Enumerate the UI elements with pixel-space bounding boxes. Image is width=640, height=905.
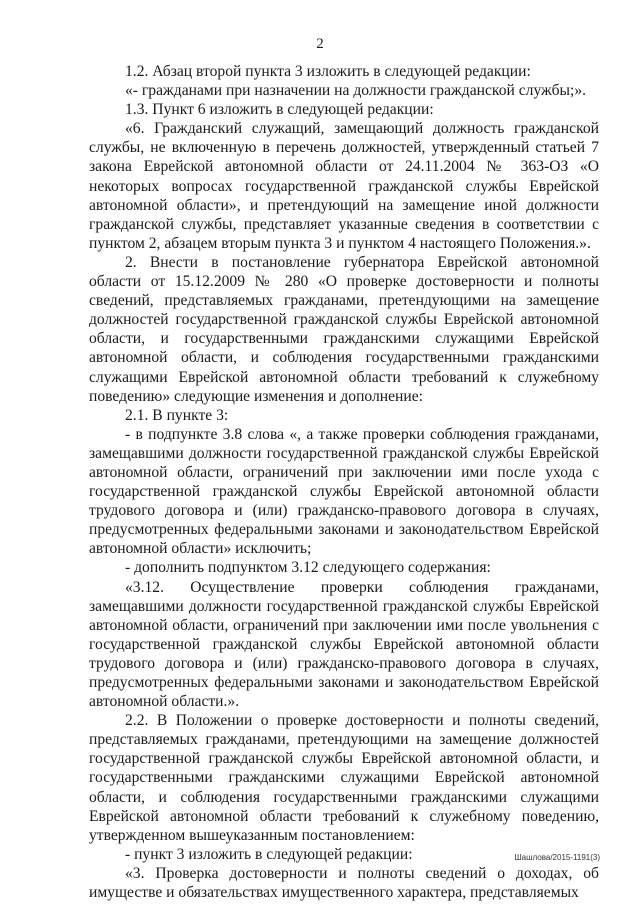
paragraph-quote-3: «3. Проверка достоверности и полноты сведений о доходах, об имуществе и обязательствах имущественного характера, представляемых: [89, 864, 599, 902]
document-body: [89, 62, 599, 902]
document-footer-code: Шашлова/2015-1191(3): [514, 853, 600, 862]
paragraph-quote-6: «6. Гражданский служащий, замещающий должность гражданской службы, не включенную в перечень должностей, утвержденный статьей 7 закона Еврейской автономной области от 24.11.2004 № 363-ОЗ «О некоторых вопросах государственной гражданской службы Еврейской автономной области», и претендующий на замещение иной должности гражданской службы, представляет указанные сведения в соответствии с пунктом 2, абзацем вторым пункта 3 и пунктом 4 настоящего Положения.».: [89, 120, 599, 252]
page-number: 2: [316, 36, 324, 52]
paragraph-1-2: 1.2. Абзац второй пункта 3 изложить в следующей редакции:: [125, 63, 531, 80]
paragraph-2-1: 2.1. В пункте 3:: [125, 406, 229, 424]
paragraph-quote-3-12: «3.12. Осуществление проверки соблюдения гражданами, замещавшими должности государственной гражданской службы Еврейской автономной области, ограничений при заключении ими после увольнения с государственной гражданской службы Еврейской автономной области трудового договора и (или) гражданско-правового договора в случаях, предусмотренных федеральными законами и законодательством Еврейской автономной области.».: [89, 578, 599, 711]
paragraph-quote-1-2: «- гражданами при назначении на должности гражданской службы;».: [125, 82, 587, 100]
paragraph-2: 2. Внести в постановление губернатора Еврейской автономной области от 15.12.2009 № 280 «О проверке достоверности и полноты сведений, представляемых гражданами, претендующими на замещение должностей государственной гражданской службы Еврейской автономной области, и государственными гражданскими служащими Еврейской автономной области, и соблюдения государственными гражданскими служащими Еврейской автономной области требований к служебному поведению» следующие изменения и дополнение:: [89, 253, 599, 405]
paragraph-subpoint-3-8: - в подпункте 3.8 слова «, а также проверки соблюдения гражданами, замещавшими должности государственной гражданской службы Еврейской автономной области, ограничений при заключении ими после ухода с государственной гражданской службы Еврейской автономной области трудового договора и (или) гражданско-правового договора в случаях, предусмотренных федеральными законами и законодательством Еврейской автономной области» исключить;: [89, 425, 599, 558]
paragraph-add-3-12: - дополнить подпунктом 3.12 следующего содержания:: [125, 559, 491, 577]
paragraph-point-3: - пункт 3 изложить в следующей редакции:: [125, 845, 413, 863]
paragraph-2-2: 2.2. В Положении о проверке достоверности и полноты сведений, представляемых гражданами, претендующими на замещение должностей государственной гражданской службы Еврейской автономной области, и государственными гражданскими служащими Еврейской автономной области, и соблюдения государственными гражданскими служащими Еврейской автономной области требований к служебному поведению, утвержденном вышеуказанным постановлением:: [89, 712, 599, 844]
paragraph-1-3: 1.3. Пункт 6 изложить в следующей редакции:: [125, 101, 434, 119]
